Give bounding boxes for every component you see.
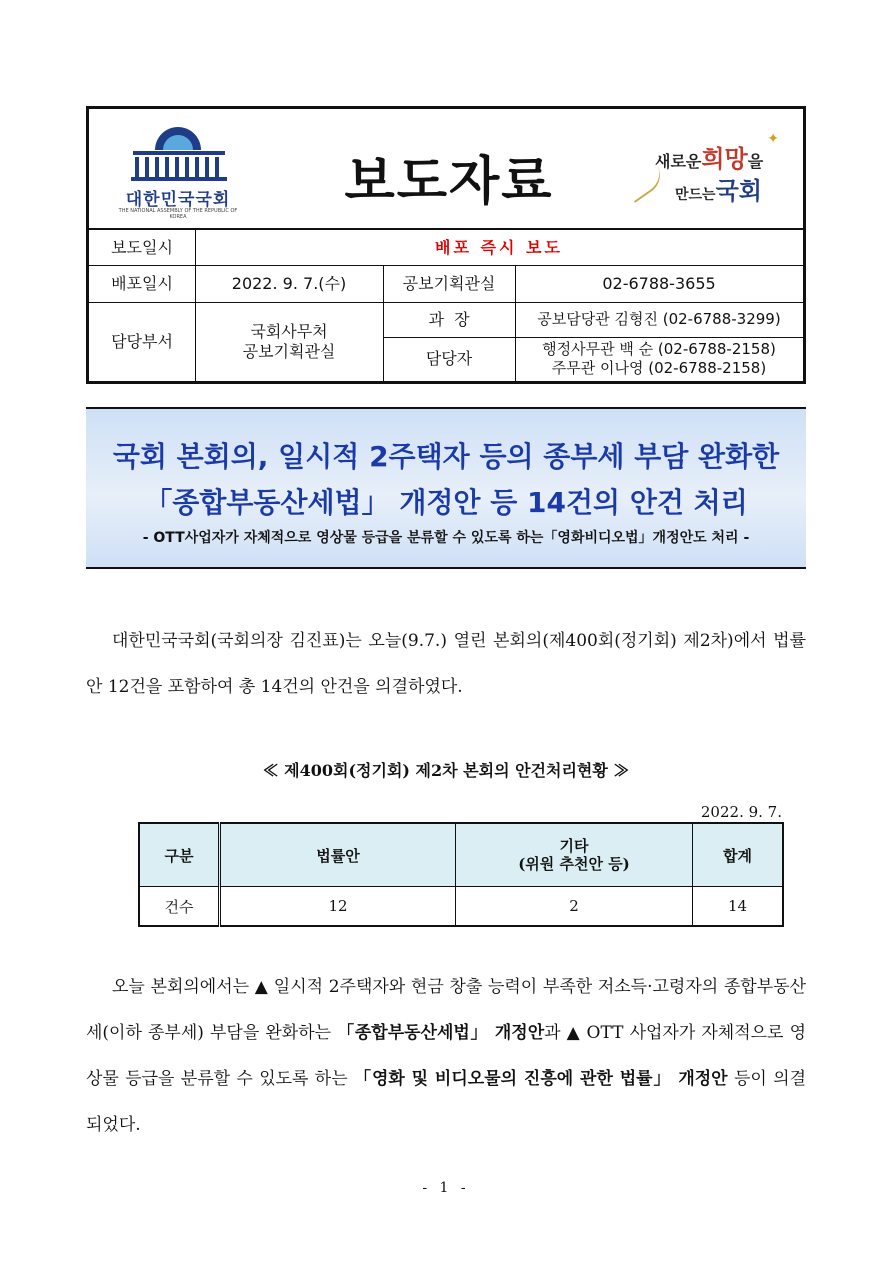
staff-value: 행정사무관 백 순 (02-6788-2158) 주무관 이나영 (02-6788-2158) bbox=[542, 340, 776, 377]
chief-label: 과 장 bbox=[428, 309, 470, 329]
body-paragraph-2: 오늘 본회의에서는 ▲ 일시적 2주택자와 현금 창출 능력이 부족한 저소득·고령자의 종합부동산세(이하 종부세) 부담을 완화하는 「종합부동산세법」 개정안과 ▲ OTT 사업자가 자체적으로 영상물 등급을 분류할 수 있도록 하는 「영화 및 비디오물의 진흥에 관한 법률」 개정안 등이 의결되었다. bbox=[86, 977, 806, 1135]
national-assembly-logo bbox=[113, 127, 243, 220]
row-label: 건수 bbox=[139, 887, 220, 927]
press-release-header bbox=[86, 106, 806, 384]
agenda-stats-table bbox=[138, 822, 784, 927]
slogan-logo: ✦ 새로운희망을 만드는국회 bbox=[635, 131, 785, 211]
headline-box bbox=[86, 407, 806, 569]
header-bills: 법률안 bbox=[220, 823, 456, 887]
table-header-row bbox=[139, 823, 783, 887]
headline-line2: 「종합부동산세법」 개정안 등 14건의 안건 처리 bbox=[144, 486, 748, 519]
bold-law-2: 「영화 및 비디오물의 진흥에 관한 법률」 개정안 bbox=[354, 1069, 728, 1089]
page-number: - 1 - bbox=[422, 1180, 470, 1196]
dept-value: 국회사무처 공보기획관실 bbox=[242, 321, 336, 361]
star-icon: ✦ bbox=[767, 131, 779, 147]
staff-label: 담당자 bbox=[425, 349, 473, 368]
headline-subtitle: - OTT사업자가 자체적으로 영상물 등급을 분류할 수 있도록 하는「영화비디오법」개정안도 처리 - bbox=[142, 530, 750, 546]
header-category: 구분 bbox=[139, 823, 220, 887]
office-label: 공보기획관실 bbox=[402, 273, 496, 293]
total-count: 14 bbox=[693, 887, 784, 927]
office-phone: 02-6788-3655 bbox=[602, 273, 716, 293]
table-date: 2022. 9. 7. bbox=[700, 803, 782, 821]
logo-subtitle: THE NATIONAL ASSEMBLY OF THE REPUBLIC OF KOREA bbox=[118, 208, 238, 220]
headline-line1: 국회 본회의, 일시적 2주택자 등의 종부세 부담 완화한 bbox=[112, 440, 780, 473]
header-other: 기타 (위원 추천안 등) bbox=[456, 823, 693, 887]
dist-date-label: 배포일시 bbox=[111, 273, 173, 293]
page-title: 보도자료 bbox=[344, 152, 554, 212]
dist-date-value: 2022. 9. 7.(수) bbox=[231, 273, 347, 293]
table-row bbox=[139, 887, 783, 927]
dept-label: 담당부서 bbox=[111, 331, 173, 351]
dome-icon bbox=[155, 127, 201, 150]
report-date-label: 보도일시 bbox=[111, 237, 173, 257]
bold-law-1: 「종합부동산세법」 개정안 bbox=[337, 1023, 545, 1043]
other-count: 2 bbox=[456, 887, 693, 927]
body-paragraph-1: 대한민국국회(국회의장 김진표)는 오늘(9.7.) 열린 본회의(제400회(정기회) 제2차)에서 법률안 12건을 포함하여 총 14건의 안건을 의결하였다. bbox=[86, 631, 806, 697]
header-top bbox=[89, 109, 803, 230]
header-total: 합계 bbox=[693, 823, 784, 887]
logo-name: 대한민국국회 bbox=[125, 190, 231, 210]
chief-value: 공보담당관 김형진 (02-6788-3299) bbox=[537, 310, 781, 329]
bills-count: 12 bbox=[220, 887, 456, 927]
report-date-value: 배포 즉시 보도 bbox=[435, 237, 563, 257]
table-caption: ≪ 제400회(정기회) 제2차 본회의 안건처리현황 ≫ bbox=[262, 761, 630, 780]
